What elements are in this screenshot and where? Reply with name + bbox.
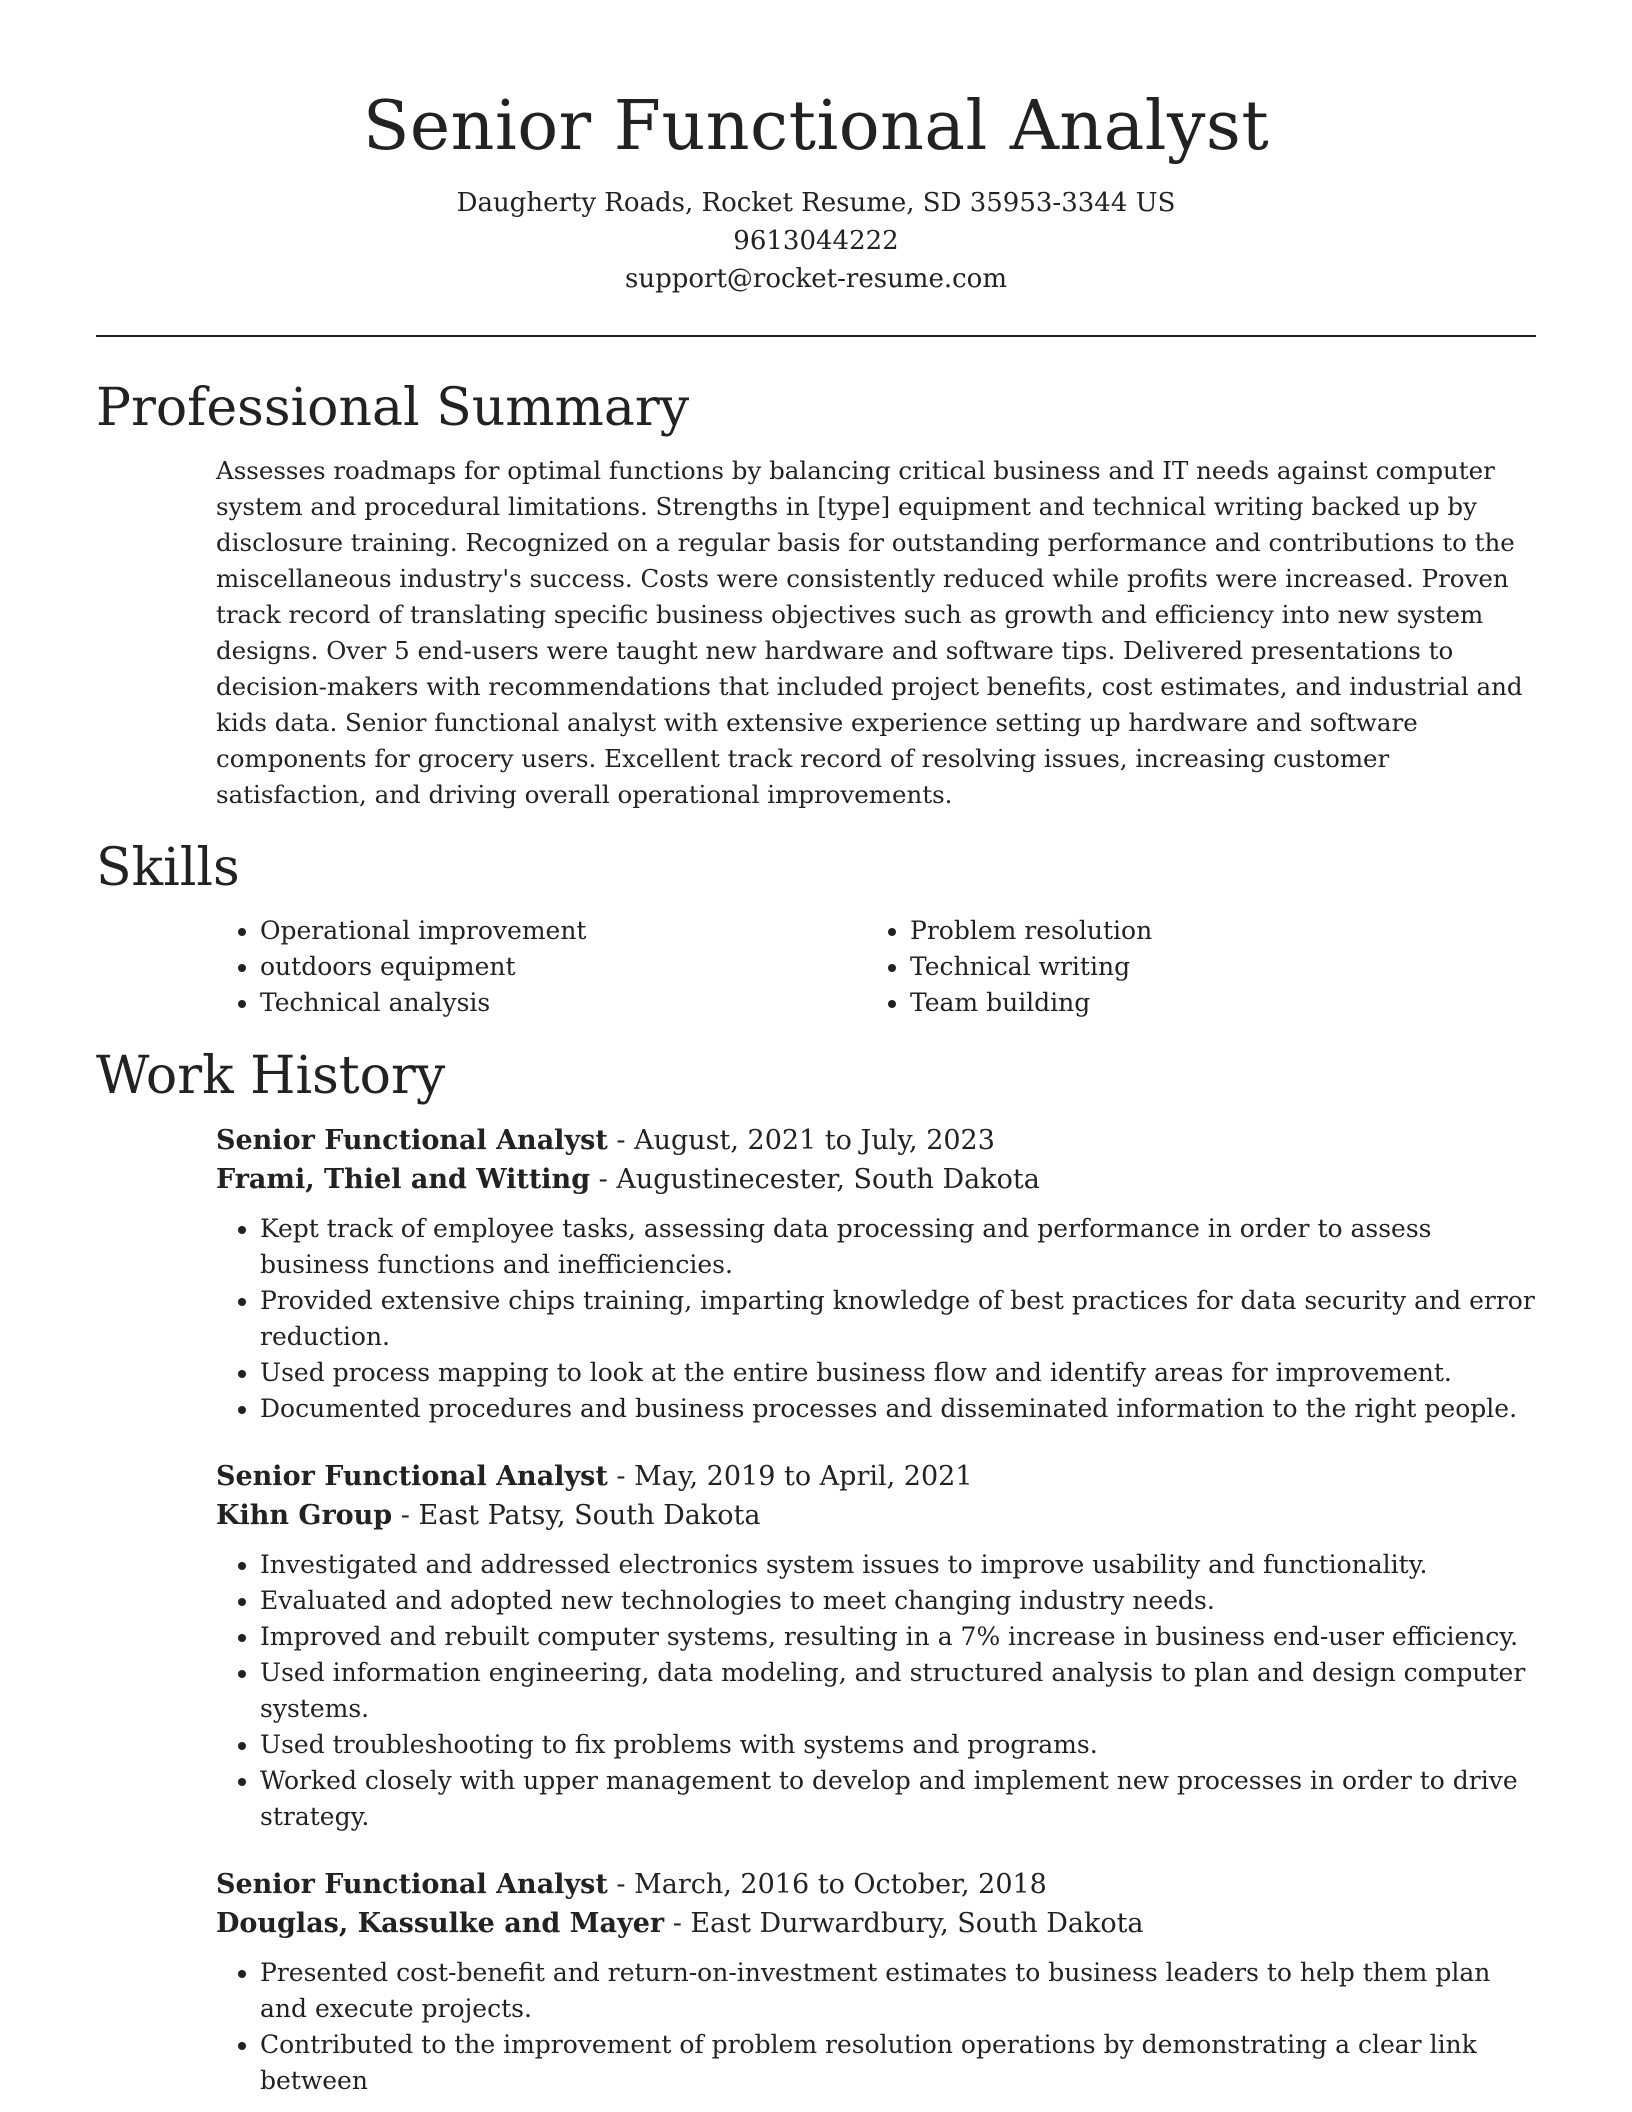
summary-heading: Professional Summary [96, 378, 690, 438]
address-text: Daugherty Roads, Rocket Resume, SD 35953-3344 US [456, 188, 1176, 218]
list-item: • Used information engineering, data modeling, and structured analysis to plan and design computer systems. [260, 1655, 1536, 1727]
job-company: Douglas, Kassulke and Mayer [216, 1908, 665, 1939]
page-title: Senior Functional Analyst [362, 87, 1270, 166]
job-company: Kihn Group [216, 1500, 393, 1531]
job-dates: May, 2019 to April, 2021 [634, 1461, 973, 1492]
list-item: • Investigated and addressed electronics system issues to improve usability and functionality. [260, 1547, 1536, 1583]
job-location: East Patsy, South Dakota [418, 1500, 761, 1531]
job-location: East Durwardbury, South Dakota [690, 1908, 1144, 1939]
list-item: • Contributed to the improvement of problem resolution operations by demonstrating a clear link between [260, 2027, 1536, 2099]
job-location: Augustinecester, South Dakota [616, 1164, 1040, 1195]
job-bullets [216, 1547, 1536, 1835]
skill-item: • outdoors equipment [260, 949, 866, 985]
job-company: Frami, Thiel and Witting [216, 1164, 591, 1195]
list-item: • Worked closely with upper management to develop and implement new processes in order to drive strategy. [260, 1763, 1536, 1835]
skill-item: • Team building [910, 985, 1536, 1021]
list-item: • Used process mapping to look at the entire business flow and identify areas for improvement. [260, 1355, 1536, 1391]
job-entry [96, 1457, 1536, 1835]
skill-item: • Technical analysis [260, 985, 866, 1021]
job-title-line [216, 1865, 1536, 1904]
job-bullets [216, 1211, 1536, 1427]
separator: - [607, 1125, 635, 1156]
job-company-line [216, 1496, 1536, 1535]
list-item: • Improved and rebuilt computer systems, resulting in a 7% increase in business end-user efficiency. [260, 1619, 1536, 1655]
skills-left-list [216, 913, 866, 1021]
job-dates: August, 2021 to July, 2023 [634, 1125, 995, 1156]
list-item: • Presented cost-benefit and return-on-investment estimates to business leaders to help them plan and execute projects. [260, 1955, 1536, 2027]
contact-block [96, 184, 1536, 298]
skills-heading: Skills [96, 838, 240, 898]
job-entry [96, 1865, 1536, 2099]
list-item: • Kept track of employee tasks, assessing data processing and performance in order to assess business functions and inefficiencies. [260, 1211, 1536, 1283]
job-role: Senior Functional Analyst [216, 1461, 608, 1492]
separator: - [664, 1908, 691, 1939]
list-item: • Provided extensive chips training, imparting knowledge of best practices for data security and error reduction. [260, 1283, 1536, 1355]
skill-item: • Problem resolution [910, 913, 1536, 949]
header-divider [96, 335, 1536, 337]
separator: - [607, 1869, 635, 1900]
skills-grid [96, 913, 1536, 1021]
separator: - [392, 1500, 419, 1531]
skill-item: • Technical writing [910, 949, 1536, 985]
resume-header [96, 0, 1536, 298]
job-company-line [216, 1160, 1536, 1199]
job-title-line [216, 1121, 1536, 1160]
job-dates: March, 2016 to October, 2018 [634, 1869, 1047, 1900]
skills-right-list [866, 913, 1536, 1021]
summary-section [96, 377, 1536, 813]
job-bullets [216, 1955, 1536, 2099]
work-history-heading: Work History [96, 1046, 446, 1106]
list-item: • Documented procedures and business processes and disseminated information to the right people. [260, 1391, 1536, 1427]
job-entry [96, 1121, 1536, 1427]
list-item: • Used troubleshooting to fix problems with systems and programs. [260, 1727, 1536, 1763]
list-item: • Evaluated and adopted new technologies to meet changing industry needs. [260, 1583, 1536, 1619]
summary-text: Assesses roadmaps for optimal functions by balancing critical business and IT needs against computer system and procedural limitations. Strengths in [type] equipment and technical writing backed up by disclosure training. Recognized on a regular basis for outstanding performance and contributions to the miscellaneous industry's success. Costs were consistently reduced while profits were increased. Proven track record of translating specific business objectives such as growth and efficiency into new system designs. Over 5 end-users were taught new hardware and software tips. Delivered presentations to decision-makers with recommendations that included project benefits, cost estimates, and industrial and kids data. Senior functional analyst with extensive experience setting up hardware and software components for grocery users. Excellent track record of resolving issues, increasing customer satisfaction, and driving overall operational improvements. [216, 456, 1523, 809]
phone-text: 9613044222 [733, 226, 899, 256]
separator: - [590, 1164, 617, 1195]
separator: - [607, 1461, 635, 1492]
work-history-section [96, 1045, 1536, 2099]
job-role: Senior Functional Analyst [216, 1125, 608, 1156]
job-company-line [216, 1904, 1536, 1943]
skills-section [96, 837, 1536, 1021]
skill-item: • Operational improvement [260, 913, 866, 949]
job-role: Senior Functional Analyst [216, 1869, 608, 1900]
job-title-line [216, 1457, 1536, 1496]
email-text: support@rocket-resume.com [624, 264, 1007, 294]
